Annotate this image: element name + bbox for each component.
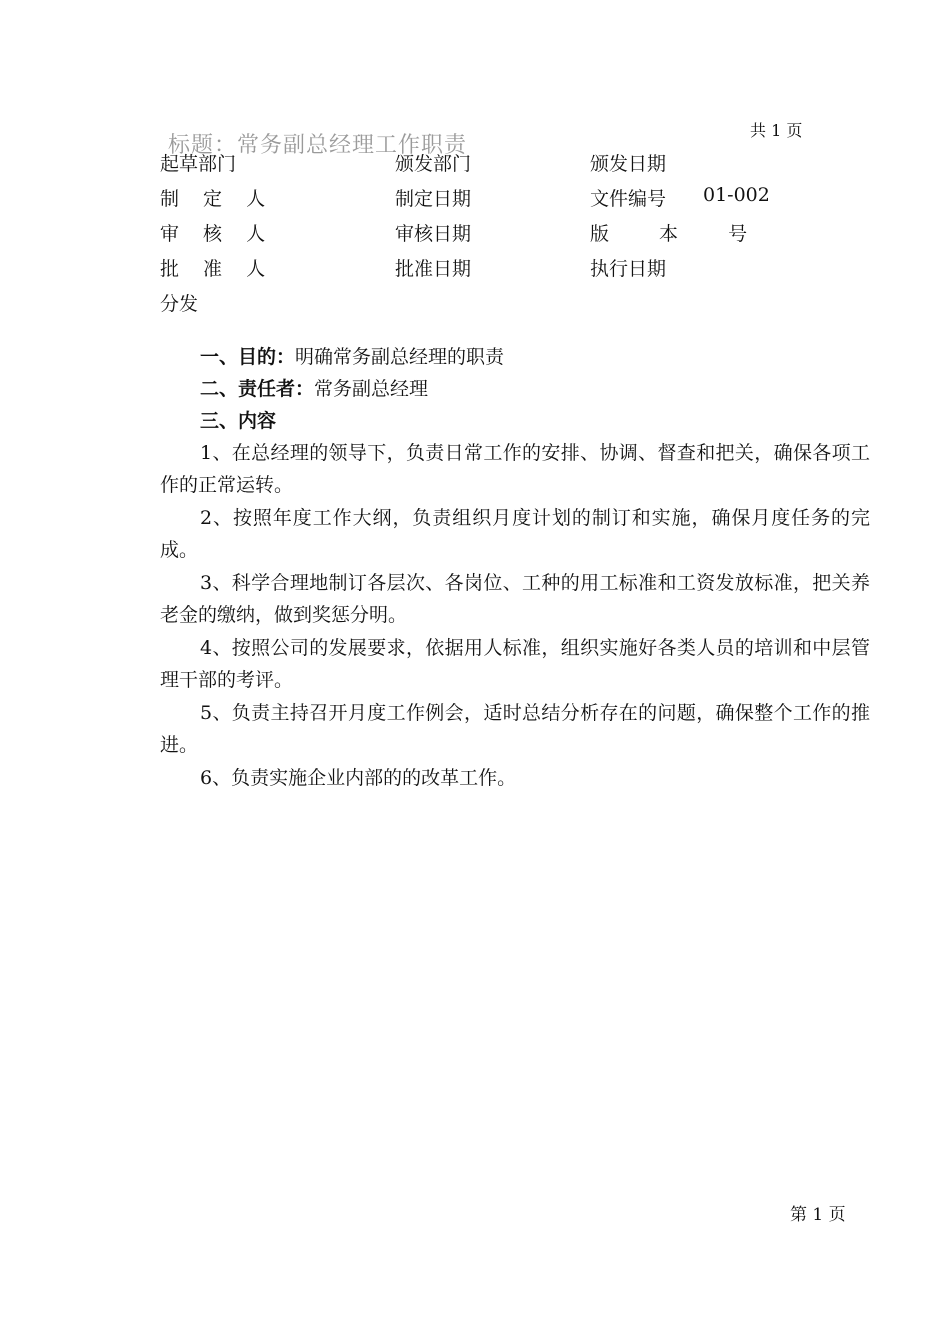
meta-row-distribution xyxy=(0,289,950,319)
version-label: 版 本 号 xyxy=(590,223,770,245)
page-number: 第 1 页 xyxy=(790,1205,846,1225)
duty-item: 2、按照年度工作大纲，负责组织月度计划的制订和实施，确保月度任务的完成。 xyxy=(160,507,870,561)
meta-row-drafting xyxy=(0,149,950,179)
duty-item: 1、在总经理的领导下，负责日常工作的安排、协调、督查和把关，确保各项工作的正常运转。 xyxy=(160,442,870,496)
review-date-label: 审核日期 xyxy=(395,223,472,245)
file-number-value: 01-002 xyxy=(703,184,770,206)
document-title: 标题：常务副总经理工作职责 xyxy=(168,133,468,158)
duty-item: 3、科学合理地制订各层次、各岗位、工种的用工标准和工资发放标准，把关养老金的缴纳，做到奖惩分明。 xyxy=(160,572,870,626)
document-body xyxy=(160,341,870,795)
approver-label: 批 准 人 xyxy=(160,258,275,280)
duty-item: 5、负责主持召开月度工作例会，适时总结分析存在的问题，确保整个工作的推进。 xyxy=(160,702,870,756)
author-date-label: 制定日期 xyxy=(395,188,472,210)
distribution-label: 分发 xyxy=(160,293,199,315)
file-number-label: 文件编号 xyxy=(590,188,667,210)
duty-item: 6、负责实施企业内部的的改革工作。 xyxy=(200,767,517,789)
purpose-label: 一、目的： xyxy=(200,346,296,368)
responsible-heading xyxy=(160,373,870,405)
issue-date-label: 颁发日期 xyxy=(590,153,667,175)
total-pages: 共 1 页 xyxy=(750,121,803,140)
responsible-label: 二、责任者： xyxy=(200,378,315,400)
purpose-text: 明确常务副总经理的职责 xyxy=(295,346,505,368)
content-heading xyxy=(160,405,870,437)
duty-item: 4、按照公司的发展要求，依据用人标准，组织实施好各类人员的培训和中层管理干部的考评。 xyxy=(160,637,870,691)
meta-row-approver xyxy=(0,254,950,284)
approval-date-label: 批准日期 xyxy=(395,258,472,280)
meta-row-author xyxy=(0,184,950,214)
drafting-dept-label: 起草部门 xyxy=(160,153,237,175)
effective-date-label: 执行日期 xyxy=(590,258,667,280)
content-label: 三、内容 xyxy=(200,410,277,432)
meta-row-reviewer xyxy=(0,219,950,249)
reviewer-label: 审 核 人 xyxy=(160,223,275,245)
author-label: 制 定 人 xyxy=(160,188,275,210)
purpose-heading xyxy=(160,341,870,373)
issuing-dept-label: 颁发部门 xyxy=(395,153,472,175)
responsible-text: 常务副总经理 xyxy=(314,378,429,400)
